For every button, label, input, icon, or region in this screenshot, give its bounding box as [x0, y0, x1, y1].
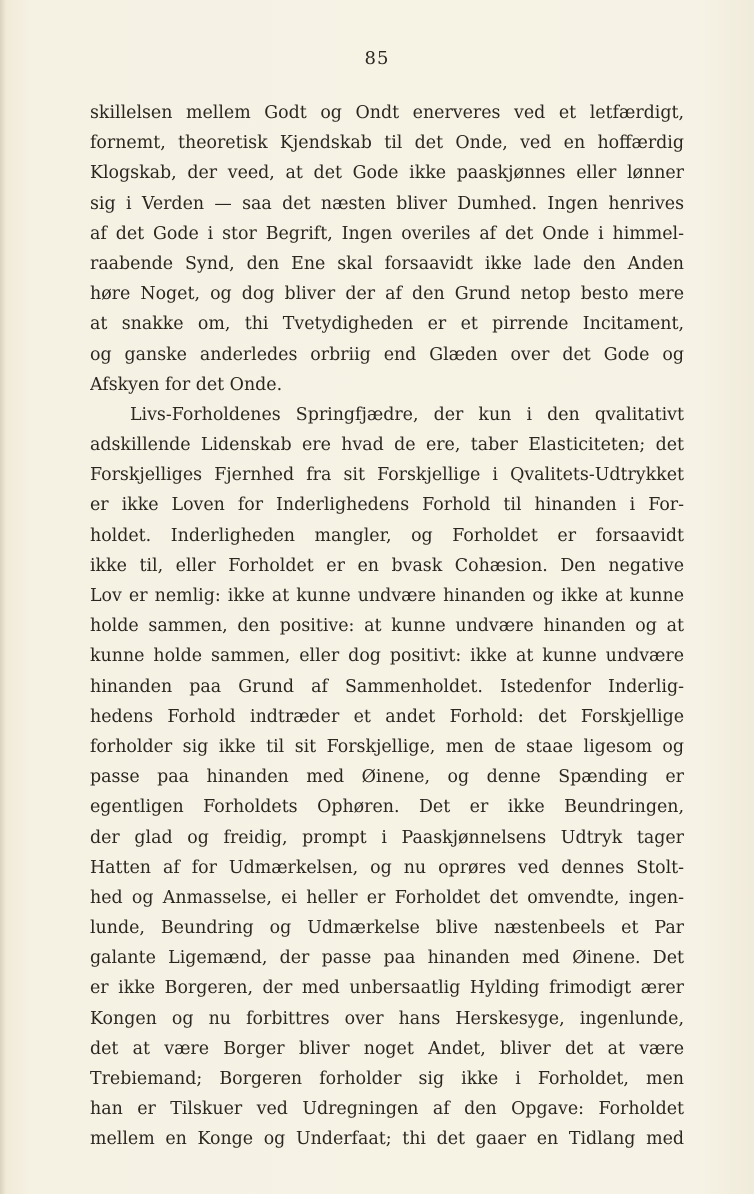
text-line: Kongen og nu forbittres over hans Herskesyge, ingenlunde, — [90, 1008, 684, 1029]
text-line: hed og Anmasselse, ei heller er Forholdet det omvendte, ingen- — [90, 887, 684, 908]
text-line: galante Ligemænd, der passe paa hinanden med Øinene. Det — [90, 948, 684, 969]
text-line: sig i Verden — saa det næsten bliver Dumhed. Ingen henrives — [90, 193, 684, 214]
text-line: hedens Forhold indtræder et andet Forhold: det Forskjellige — [90, 706, 684, 727]
text-line: holdet. Inderligheden mangler, og Forholdet er forsaavidt — [90, 525, 684, 546]
text-line: høre Noget, og dog bliver der af den Grund netop besto mere — [90, 284, 684, 305]
text-line: hinanden paa Grund af Sammenholdet. Istedenfor Inderlig- — [90, 676, 684, 697]
text-line: Forskjelliges Fjernhed fra sit Forskjellige i Qvalitets-Udtrykket — [90, 465, 684, 486]
text-line: ikke til, eller Forholdet er en bvask Cohæsion. Den negative — [90, 555, 684, 576]
text-line: det at være Borger bliver noget Andet, bliver det at være — [90, 1038, 684, 1059]
text-line: holde sammen, den positive: at kunne undvære hinanden og at — [90, 616, 684, 637]
text-line: Hatten af for Udmærkelsen, og nu oprøres ved dennes Stolt- — [90, 857, 684, 878]
text-line: adskillende Lidenskab ere hvad de ere, taber Elasticiteten; det — [90, 435, 684, 456]
text-line: forholder sig ikke til sit Forskjellige, men de staae ligesom og — [90, 736, 684, 757]
text-line: han er Tilskuer ved Udregningen af den Opgave: Forholdet — [90, 1099, 684, 1120]
text-line: er ikke Borgeren, der med unbersaatlig Hylding frimodigt ærer — [90, 978, 684, 999]
binding-edge — [0, 0, 6, 1194]
text-line: mellem en Konge og Underfaat; thi det gaaer en Tidlang med — [90, 1129, 684, 1150]
text-line: Afskyen for det Onde. — [90, 374, 283, 395]
text-line: lunde, Beundring og Udmærkelse blive næstenbeels et Par — [90, 918, 684, 939]
text-line: af det Gode i stor Begrift, Ingen overiles af det Onde i himmel- — [90, 223, 684, 244]
text-line: der glad og freidig, prompt i Paaskjønnelsens Udtryk tager — [90, 827, 684, 848]
text-line: er ikke Loven for Inderlighedens Forhold til hinanden i For- — [90, 495, 684, 516]
text-line: Lov er nemlig: ikke at kunne undvære hinanden og ikke at kunne — [90, 586, 684, 606]
text-line: kunne holde sammen, eller dog positivt: ikke at kunne undvære — [90, 646, 684, 667]
text-line: fornemt, theoretisk Kjendskab til det Onde, ved en hoffærdig — [90, 133, 684, 154]
text-line: Klogskab, der veed, at det Gode ikke paaskjønnes eller lønner — [90, 163, 684, 184]
text-line: passe paa hinanden med Øinene, og denne Spænding er — [90, 767, 684, 788]
text-line: Trebiemand; Borgeren forholder sig ikke i Forholdet, men — [90, 1069, 684, 1089]
text-line: og ganske anderledes orbriig end Glæden over det Gode og — [90, 344, 684, 365]
text-line: Livs-Forholdenes Springfjædre, der kun i den qvalitativt — [130, 404, 684, 425]
text-line: skillelsen mellem Godt og Ondt enerveres ved et letfærdigt, — [90, 103, 684, 123]
text-line: raabende Synd, den Ene skal forsaavidt ikke lade den Anden — [90, 253, 684, 274]
body-text — [90, 98, 684, 1155]
text-line: at snakke om, thi Tvetydigheden er et pirrende Incitament, — [90, 314, 684, 335]
page-number: 85 — [364, 48, 390, 69]
text-line: egentligen Forholdets Ophøren. Det er ikke Beundringen, — [90, 797, 684, 818]
